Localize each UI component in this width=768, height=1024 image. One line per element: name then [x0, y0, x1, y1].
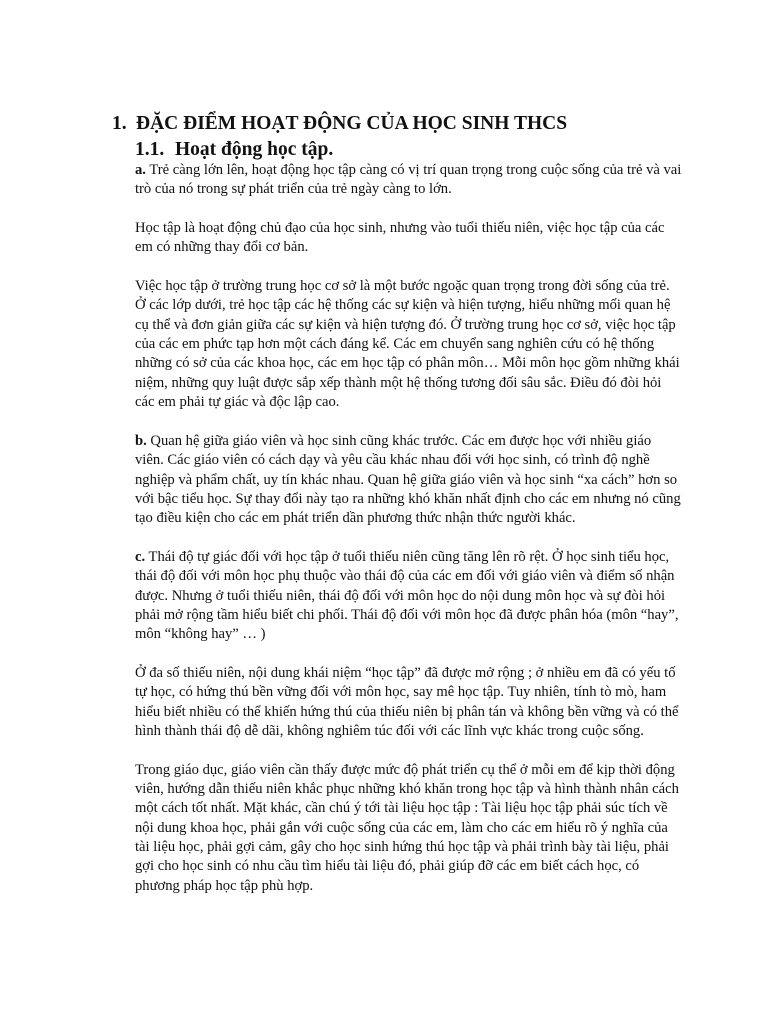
paragraph-text: Trong giáo dục, giáo viên cần thấy được mức độ phát triển cụ thể ở mỗi em để kịp thời động viên, hướng dẫn thiếu niên khắc phục những khó khăn trong học tập và hình thành nhân cách một cách tốt nhất. Mặt khác, cần chú ý tới tài liệu học tập : Tài liệu học tập phải súc tích về nội dung khoa học, phải gắn với cuộc sống của các em, làm cho các em hiểu rõ ý nghĩa của tài liệu học, phải gợi cảm, gây cho học sinh hứng thú học tập và phải trình bày tài liệu, phải gợi cho học sinh có nhu cầu tìm hiểu tài liệu đó, phải giúp đỡ các em biết cách học, có phương pháp học tập phù hợp. — [135, 761, 679, 894]
subsection-title: Hoạt động học tập. — [175, 139, 334, 160]
paragraph-6 — [135, 664, 683, 741]
paragraph-label: c. — [135, 548, 146, 565]
paragraph-text: Thái độ tự giác đối với học tập ở tuổi thiếu niên cũng tăng lên rõ rệt. Ở học sinh tiểu học, thái độ đối với môn học phụ thuộc vào thái độ của các em đối với giáo viên và điểm số nhận được. Nhưng ở tuổi thiếu niên, thái độ đối với môn học do nội dung môn học và sự đòi hỏi phải mở rộng tầm hiểu biết chi phối. Thái độ đối với môn học đã được phân hóa (môn “hay”, môn “không hay” … ) — [135, 548, 679, 643]
paragraph-text: Quan hệ giữa giáo viên và học sinh cũng khác trước. Các em được học với nhiều giáo viên. Các giáo viên có cách dạy và yêu cầu khác nhau đối với học sinh, có trình độ nghề nghiệp và phẩm chất, uy tín khác nhau. Quan hệ giữa giáo viên và học sinh “xa cách” hơn so với bậc tiểu học. Sự thay đổi này tạo ra những khó khăn nhất định cho các em nhưng nó cũng tạo điều kiện cho các em phát triển dần phương thức nhận thức người khác. — [135, 432, 681, 527]
paragraph-text: Học tập là hoạt động chủ đạo của học sinh, nhưng vào tuổi thiếu niên, việc học tập của các em có những thay đổi cơ bản. — [135, 220, 665, 256]
section-heading — [112, 111, 712, 137]
paragraph-label: a. — [135, 162, 146, 178]
section-title: ĐẶC ĐIỂM HOẠT ĐỘNG CỦA HỌC SINH THCS — [136, 113, 568, 134]
paragraph-3 — [135, 277, 683, 412]
body-text — [135, 161, 683, 915]
paragraph-label: b. — [135, 432, 147, 449]
paragraph-text: Ở đa số thiếu niên, nội dung khái niệm “học tập” đã được mở rộng ; ở nhiều em đã có yếu tố tự học, có hứng thú bền vững đối với môn học, say mê học tập. Tuy nhiên, tính tò mò, ham hiểu biết nhiều có thể khiến hứng thú của thiếu niên bị phân tán và không bền vững và có thể hình thành thái độ dễ dãi, không nghiêm túc đối với các lĩnh vực khác trong cuộc sống. — [135, 664, 679, 739]
paragraph-2 — [135, 219, 683, 258]
paragraph-text: Trẻ càng lớn lên, hoạt động học tập càng có vị trí quan trọng trong cuộc sống của trẻ và vai trò của nó trong sự phát triển của trẻ ngày càng to lớn. — [135, 162, 682, 198]
paragraph-a — [135, 161, 683, 200]
paragraph-7 — [135, 761, 683, 896]
paragraph-b — [135, 432, 683, 529]
subsection-number: 1.1. — [135, 139, 165, 160]
paragraph-c — [135, 548, 683, 645]
paragraph-text: Việc học tập ở trường trung học cơ sở là một bước ngoặc quan trọng trong đời sống của trẻ. Ở các lớp dưới, trẻ học tập các hệ thống các sự kiện và hiện tượng, hiểu những mối quan hệ cụ thể và đơn giản giữa các sự kiện và hiện tượng đó. Ở trường trung học cơ sở, việc học tập của các em phức tạp hơn một cách đáng kể. Các em chuyển sang nghiên cứu có hệ thống những có sở của các khoa học, các em học tập có phân môn… Mỗi môn học gồm những khái niệm, những quy luật được sắp xếp thành một hệ thống tương đối sâu sắc. Điều đó đòi hỏi các em phải tự giác và độc lập cao. — [135, 278, 680, 411]
section-number: 1. — [112, 113, 127, 134]
subsection-heading — [135, 137, 695, 163]
